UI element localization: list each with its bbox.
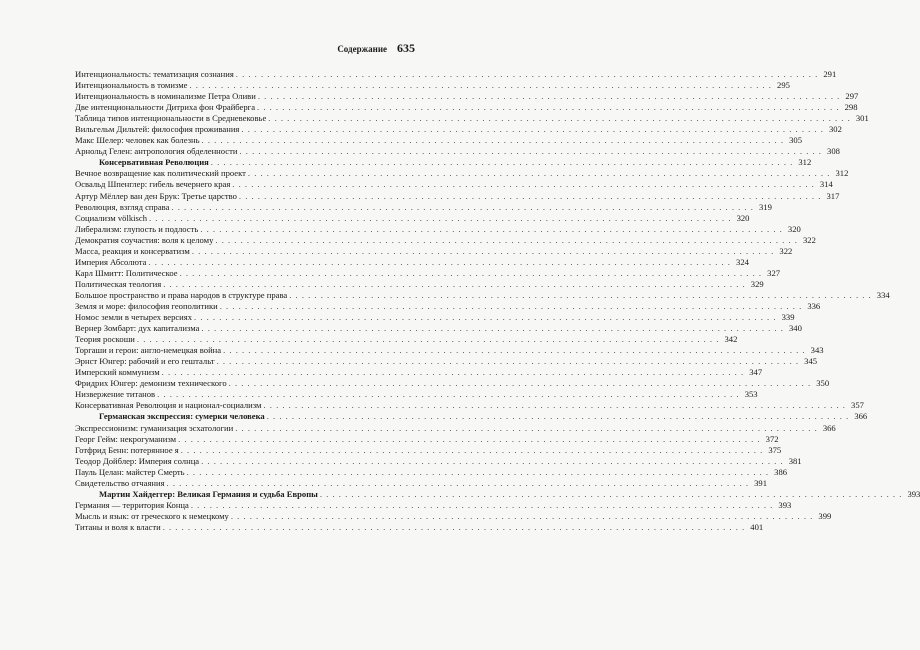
- dot-leader: [217, 356, 799, 367]
- dot-leader: [289, 290, 871, 301]
- toc-entry-title: Революция, взгляд справа: [75, 201, 170, 212]
- toc-entry-page: 297: [845, 91, 859, 102]
- toc-entry: [75, 234, 816, 246]
- toc-entry: [75, 179, 833, 190]
- dot-leader: [215, 235, 797, 246]
- toc-entry-page: 312: [835, 168, 849, 179]
- toc-entry: [75, 102, 858, 113]
- header-title: Содержание: [337, 44, 387, 54]
- toc-entry: [75, 289, 890, 301]
- toc-entry-title: Свидетельство отчаяния: [75, 477, 165, 488]
- dot-leader: [236, 69, 818, 80]
- toc-entry-title: Торгаши и герои: англо-немецкая война: [75, 345, 222, 356]
- toc-entry-page: 291: [823, 69, 837, 79]
- dot-leader: [149, 213, 731, 224]
- dot-leader: [267, 411, 849, 422]
- toc-entry: [75, 378, 830, 389]
- dot-leader: [248, 168, 830, 179]
- toc-entry-page: 317: [826, 190, 840, 201]
- dot-leader: [171, 202, 753, 213]
- dot-leader: [163, 522, 745, 533]
- dot-leader: [239, 146, 821, 157]
- toc-entry: [75, 124, 842, 135]
- toc-entry-page: 353: [744, 389, 758, 400]
- toc-entry: [75, 323, 802, 334]
- dot-leader: [241, 124, 823, 135]
- toc-entry: [75, 312, 795, 323]
- toc-entry-page: 312: [798, 157, 812, 168]
- toc-entry-title: Номос земли в четырех версиях: [75, 312, 193, 323]
- toc-entry-title: Имперский коммунизм: [75, 367, 160, 378]
- dot-leader: [163, 279, 745, 290]
- toc-entry: [75, 356, 818, 367]
- dot-leader: [211, 157, 793, 168]
- toc-entry: [75, 278, 764, 290]
- toc-section-heading: [75, 488, 920, 500]
- toc-entry-page: 339: [781, 312, 795, 323]
- toc-entry-page: 366: [854, 411, 868, 422]
- toc-entry: [75, 389, 758, 400]
- toc-entry-title: Вернер Зомбарт: дух капитализма: [75, 323, 200, 334]
- toc-entry-page: 319: [758, 201, 772, 212]
- toc-entry: [75, 267, 781, 279]
- dot-leader: [178, 434, 760, 445]
- toc-entry-page: 302: [828, 124, 842, 135]
- toc-entry: [75, 455, 802, 467]
- dot-leader: [235, 423, 817, 434]
- toc-entry-title: Готфрид Бенн: потерянное я: [75, 444, 179, 455]
- toc-entry-title: Масса, реакция и консерватизм: [75, 245, 190, 256]
- toc-entry-title: Германская экспрессия: сумерки человека: [99, 411, 265, 422]
- toc-entry-page: 308: [827, 146, 840, 157]
- toc-entry-title: Теория роскоши: [75, 334, 135, 345]
- toc-entry-title: Фридрих Юнгер: демонизм технического: [75, 378, 227, 389]
- toc-entry-page: 381: [788, 455, 802, 466]
- toc-entry-title: Либерализм: глупость и подлость: [75, 223, 199, 234]
- dot-leader: [189, 80, 771, 91]
- toc-entry-page: 340: [788, 323, 802, 334]
- toc-entry-title: Теодор Дойблер: Империя солнца: [75, 455, 200, 466]
- toc-entry-page: 305: [789, 135, 802, 146]
- dot-leader: [223, 345, 805, 356]
- dot-leader: [257, 102, 839, 113]
- toc-entry-page: 357: [851, 400, 864, 411]
- toc-entry-title: Империя Абсолюта: [75, 256, 147, 267]
- toc-entry-page: 393: [778, 499, 792, 510]
- toc-entry-title: Арнольд Гелен: антропология обделенности: [75, 146, 238, 157]
- toc-entry-page: 350: [816, 378, 830, 389]
- toc-entry-title: Георг Гейм: некрогуманизм: [75, 433, 177, 444]
- toc-entry: [75, 212, 750, 224]
- toc-entry: [75, 113, 869, 124]
- toc-entry-title: Большое пространство и права народов в структуре права: [75, 289, 288, 300]
- dot-leader: [181, 445, 763, 456]
- toc-entry-page: 336: [807, 300, 821, 311]
- dot-leader: [232, 179, 814, 190]
- dot-leader: [263, 400, 845, 411]
- toc-entry-page: 375: [768, 444, 782, 455]
- toc-entry-title: Макс Шелер: человек как болезнь: [75, 135, 200, 146]
- toc-entry-title: Мартин Хайдеггер: Великая Германия и судьба Европы: [99, 488, 318, 499]
- toc-section-heading: [75, 157, 812, 168]
- toc-entry: [75, 367, 763, 378]
- toc-entry: [75, 499, 792, 511]
- toc-entry: [75, 256, 749, 268]
- toc-entry: [75, 422, 836, 434]
- toc-entry-title: Социализм völkisch: [75, 212, 147, 223]
- toc-entry-title: Политическая теология: [75, 278, 162, 289]
- dot-leader: [180, 268, 762, 279]
- dot-leader: [231, 511, 813, 522]
- toc-entry-title: Пауль Целан: майстер Смерть: [75, 466, 185, 477]
- dot-leader: [200, 224, 782, 235]
- toc-entry-page: 347: [749, 367, 763, 378]
- toc-entry-title: Демократия соучастия: воля к целому: [75, 234, 214, 245]
- toc-entry-title: Экспрессионизм: гуманизация эсхатологии: [75, 422, 234, 433]
- toc-entry-page: 295: [777, 80, 790, 91]
- dot-leader: [320, 489, 902, 500]
- toc-entry-page: 372: [765, 433, 779, 444]
- toc-entry-title: Эрнст Юнгер: рабочий и его гештальт: [75, 356, 215, 367]
- dot-leader: [229, 378, 811, 389]
- toc-entry-title: Артур Мёллер ван ден Брук: Третье царство: [75, 190, 237, 201]
- toc-entry: [75, 521, 764, 533]
- toc-entry: [75, 477, 768, 489]
- toc-entry-title: Таблица типов интенциональности в Средневековье: [75, 113, 267, 124]
- toc-entry-page: 393: [907, 488, 920, 499]
- dot-leader: [187, 467, 769, 478]
- toc-entry-page: 366: [822, 422, 836, 433]
- toc-entry-page: 334: [876, 289, 890, 300]
- dot-leader: [157, 389, 739, 400]
- toc-entry-title: Вечное возвращение как политический проект: [75, 168, 246, 179]
- toc-entry: [75, 223, 801, 235]
- toc-entry: [75, 146, 840, 157]
- toc-entry-title: Две интенциональности Дитриха фон Фрайберга: [75, 102, 256, 113]
- toc-entry-page: 320: [736, 212, 750, 223]
- dot-leader: [201, 456, 783, 467]
- toc-entry: [75, 400, 864, 411]
- toc-entry-title: Консервативная Революция и национал-социализм: [75, 400, 262, 411]
- toc-entry-title: Освальд Шпенглер: гибель вечернего края: [75, 179, 231, 190]
- dot-leader: [258, 91, 840, 102]
- dot-leader: [167, 478, 749, 489]
- toc-entry-page: 298: [844, 102, 858, 113]
- toc-entry-page: 322: [779, 245, 793, 256]
- dot-leader: [220, 301, 802, 312]
- toc-entry: [75, 190, 840, 202]
- dot-leader: [162, 367, 744, 378]
- toc-entry: [75, 444, 782, 456]
- toc-entry: [75, 69, 837, 80]
- toc-entry-page: 343: [810, 345, 824, 356]
- toc-entry-title: Титаны и воля к власти: [75, 521, 161, 532]
- toc-entry: [75, 80, 790, 91]
- toc-entry-title: Консервативная Революция: [99, 157, 209, 168]
- dot-leader: [201, 323, 783, 334]
- toc-entry: [75, 91, 859, 102]
- running-header: [337, 41, 415, 56]
- toc-entry-page: 399: [818, 510, 832, 521]
- dot-leader: [202, 135, 784, 146]
- toc-entry-page: 324: [736, 256, 749, 267]
- toc-entry: [75, 168, 849, 179]
- toc-entry-title: Интенциональность в номинализме Петра Оливи: [75, 91, 256, 102]
- toc-entry: [75, 466, 788, 478]
- toc-entry-title: Низвержение титанов: [75, 389, 156, 400]
- table-of-contents: [75, 69, 920, 533]
- toc-entry-title: Интенциональность: тематизация сознания: [75, 69, 234, 79]
- toc-entry: [75, 345, 824, 356]
- toc-entry-page: 386: [774, 466, 788, 477]
- toc-entry: [75, 300, 821, 312]
- toc-entry-page: 391: [754, 477, 768, 488]
- toc-entry: [75, 334, 738, 345]
- toc-entry-page: 320: [787, 223, 801, 234]
- toc-entry-page: 345: [804, 356, 818, 367]
- toc-entry: [75, 201, 772, 213]
- toc-entry-page: 342: [724, 334, 738, 345]
- toc-entry-page: 314: [819, 179, 833, 190]
- dot-leader: [239, 191, 821, 202]
- dot-leader: [268, 113, 850, 124]
- toc-entry: [75, 433, 779, 445]
- toc-entry-page: 327: [767, 267, 781, 278]
- toc-entry-title: Мысль и язык: от греческого к немецкому: [75, 510, 229, 521]
- toc-entry: [75, 510, 832, 522]
- toc-entry-page: 301: [855, 113, 869, 124]
- dot-leader: [137, 334, 719, 345]
- toc-section-heading: [75, 411, 868, 422]
- page-number: 635: [397, 41, 415, 55]
- toc-entry-page: 322: [802, 234, 816, 245]
- dot-leader: [192, 246, 774, 257]
- dot-leader: [191, 500, 773, 511]
- toc-entry-title: Вильгельм Дильтей: философия проживания: [75, 124, 240, 135]
- toc-entry-title: Интенциональность в томизме: [75, 80, 188, 91]
- dot-leader: [194, 312, 776, 323]
- dot-leader: [148, 257, 730, 268]
- toc-entry-page: 401: [750, 521, 764, 532]
- toc-entry-title: Карл Шмитт: Политическое: [75, 267, 178, 278]
- toc-entry-title: Земля и море: философия геополитики: [75, 300, 218, 311]
- toc-entry-page: 329: [750, 278, 764, 289]
- toc-entry-title: Германия — территория Конца: [75, 499, 189, 510]
- toc-entry: [75, 245, 793, 257]
- toc-entry: [75, 135, 802, 146]
